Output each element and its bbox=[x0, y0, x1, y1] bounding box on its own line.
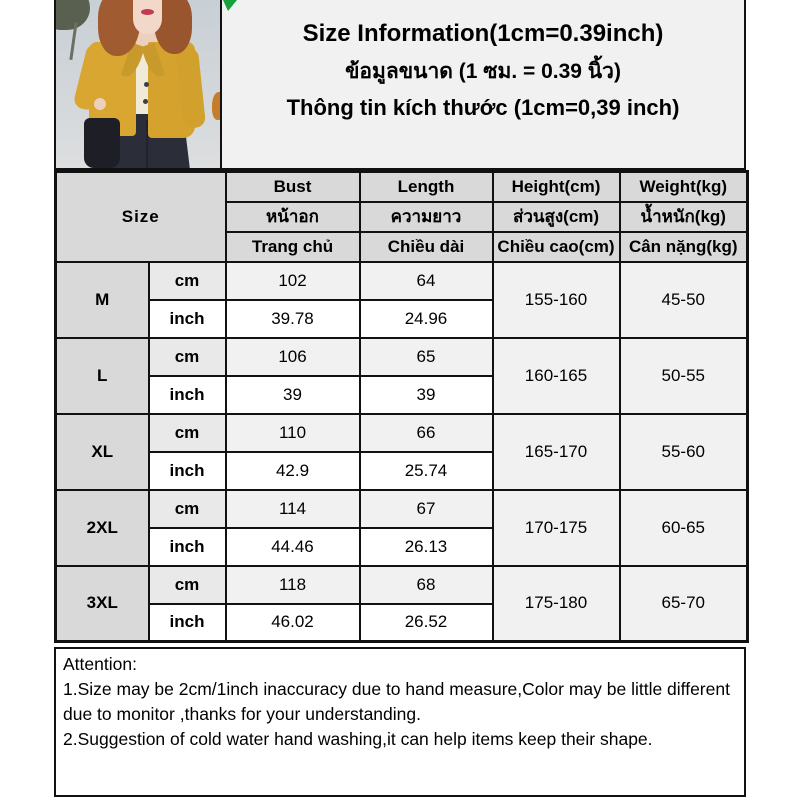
col-length-vi: Chiều dài bbox=[360, 232, 493, 262]
header-row-en bbox=[56, 172, 748, 202]
size-label-m: M bbox=[56, 262, 149, 338]
l-bust-cm: 106 bbox=[226, 338, 360, 376]
m-weight: 45-50 bbox=[620, 262, 748, 338]
size-label-xl: XL bbox=[56, 414, 149, 490]
attention-box bbox=[54, 647, 746, 797]
2xl-length-cm: 67 bbox=[360, 490, 493, 528]
row-xl-cm bbox=[56, 414, 748, 452]
model-hand bbox=[94, 98, 106, 110]
3xl-bust-inch: 46.02 bbox=[226, 604, 360, 642]
xl-weight: 55-60 bbox=[620, 414, 748, 490]
model-lips bbox=[141, 9, 154, 15]
l-weight: 50-55 bbox=[620, 338, 748, 414]
unit-cm-l: cm bbox=[149, 338, 226, 376]
green-corner-flag-icon bbox=[223, 0, 237, 11]
m-length-cm: 64 bbox=[360, 262, 493, 300]
unit-inch-3xl: inch bbox=[149, 604, 226, 642]
top-section bbox=[54, 0, 746, 170]
2xl-bust-cm: 114 bbox=[226, 490, 360, 528]
title-box bbox=[222, 0, 746, 170]
product-photo bbox=[54, 0, 222, 170]
unit-inch-xl: inch bbox=[149, 452, 226, 490]
blazer-button-2 bbox=[143, 99, 148, 104]
col-length-th: ความยาว bbox=[360, 202, 493, 232]
foliage-decor bbox=[54, 0, 90, 30]
unit-cm-3xl: cm bbox=[149, 566, 226, 604]
2xl-weight: 60-65 bbox=[620, 490, 748, 566]
title-vietnamese: Thông tin kích thước (1cm=0,39 inch) bbox=[286, 94, 680, 120]
title-thai: ข้อมูลขนาด (1 ซม. = 0.39 นิ้ว) bbox=[345, 59, 621, 83]
title-english: Size Information(1cm=0.39inch) bbox=[302, 19, 664, 47]
row-2xl-cm bbox=[56, 490, 748, 528]
3xl-length-cm: 68 bbox=[360, 566, 493, 604]
unit-inch-m: inch bbox=[149, 300, 226, 338]
size-table bbox=[54, 170, 749, 643]
3xl-weight: 65-70 bbox=[620, 566, 748, 642]
unit-cm-2xl: cm bbox=[149, 490, 226, 528]
size-label-l: L bbox=[56, 338, 149, 414]
unit-inch-2xl: inch bbox=[149, 528, 226, 566]
col-weight-en: Weight(kg) bbox=[620, 172, 748, 202]
orange-flower-decor bbox=[212, 92, 222, 120]
unit-cm-xl: cm bbox=[149, 414, 226, 452]
col-height-en: Height(cm) bbox=[493, 172, 620, 202]
m-height: 155-160 bbox=[493, 262, 620, 338]
col-length-en: Length bbox=[360, 172, 493, 202]
xl-length-inch: 25.74 bbox=[360, 452, 493, 490]
2xl-length-inch: 26.13 bbox=[360, 528, 493, 566]
unit-inch-l: inch bbox=[149, 376, 226, 414]
col-bust-th: หน้าอก bbox=[226, 202, 360, 232]
row-3xl-cm bbox=[56, 566, 748, 604]
2xl-bust-inch: 44.46 bbox=[226, 528, 360, 566]
row-m-cm bbox=[56, 262, 748, 300]
blazer-button-1 bbox=[144, 82, 149, 87]
3xl-bust-cm: 118 bbox=[226, 566, 360, 604]
m-bust-cm: 102 bbox=[226, 262, 360, 300]
unit-cm-m: cm bbox=[149, 262, 226, 300]
xl-bust-inch: 42.9 bbox=[226, 452, 360, 490]
2xl-height: 170-175 bbox=[493, 490, 620, 566]
size-label-3xl: 3XL bbox=[56, 566, 149, 642]
size-label-2xl: 2XL bbox=[56, 490, 149, 566]
col-weight-th: น้ำหนัก(kg) bbox=[620, 202, 748, 232]
attention-line-1: 1.Size may be 2cm/1inch inaccuracy due to hand measure,Color may be little different due to monitor ,thanks for your understanding. bbox=[63, 678, 730, 724]
xl-bust-cm: 110 bbox=[226, 414, 360, 452]
shoulder-bag bbox=[84, 118, 120, 168]
l-length-cm: 65 bbox=[360, 338, 493, 376]
row-l-cm bbox=[56, 338, 748, 376]
m-bust-inch: 39.78 bbox=[226, 300, 360, 338]
size-header-cell: Size bbox=[56, 172, 226, 262]
col-weight-vi: Cân nặng(kg) bbox=[620, 232, 748, 262]
col-bust-vi: Trang chủ bbox=[226, 232, 360, 262]
attention-line-2: 2.Suggestion of cold water hand washing,it can help items keep their shape. bbox=[63, 728, 653, 749]
col-bust-en: Bust bbox=[226, 172, 360, 202]
l-height: 160-165 bbox=[493, 338, 620, 414]
l-length-inch: 39 bbox=[360, 376, 493, 414]
l-bust-inch: 39 bbox=[226, 376, 360, 414]
attention-title: Attention: bbox=[63, 654, 137, 674]
3xl-length-inch: 26.52 bbox=[360, 604, 493, 642]
xl-height: 165-170 bbox=[493, 414, 620, 490]
col-height-th: ส่วนสูง(cm) bbox=[493, 202, 620, 232]
xl-length-cm: 66 bbox=[360, 414, 493, 452]
model-face bbox=[133, 0, 162, 34]
col-height-vi: Chiều cao(cm) bbox=[493, 232, 620, 262]
m-length-inch: 24.96 bbox=[360, 300, 493, 338]
3xl-height: 175-180 bbox=[493, 566, 620, 642]
